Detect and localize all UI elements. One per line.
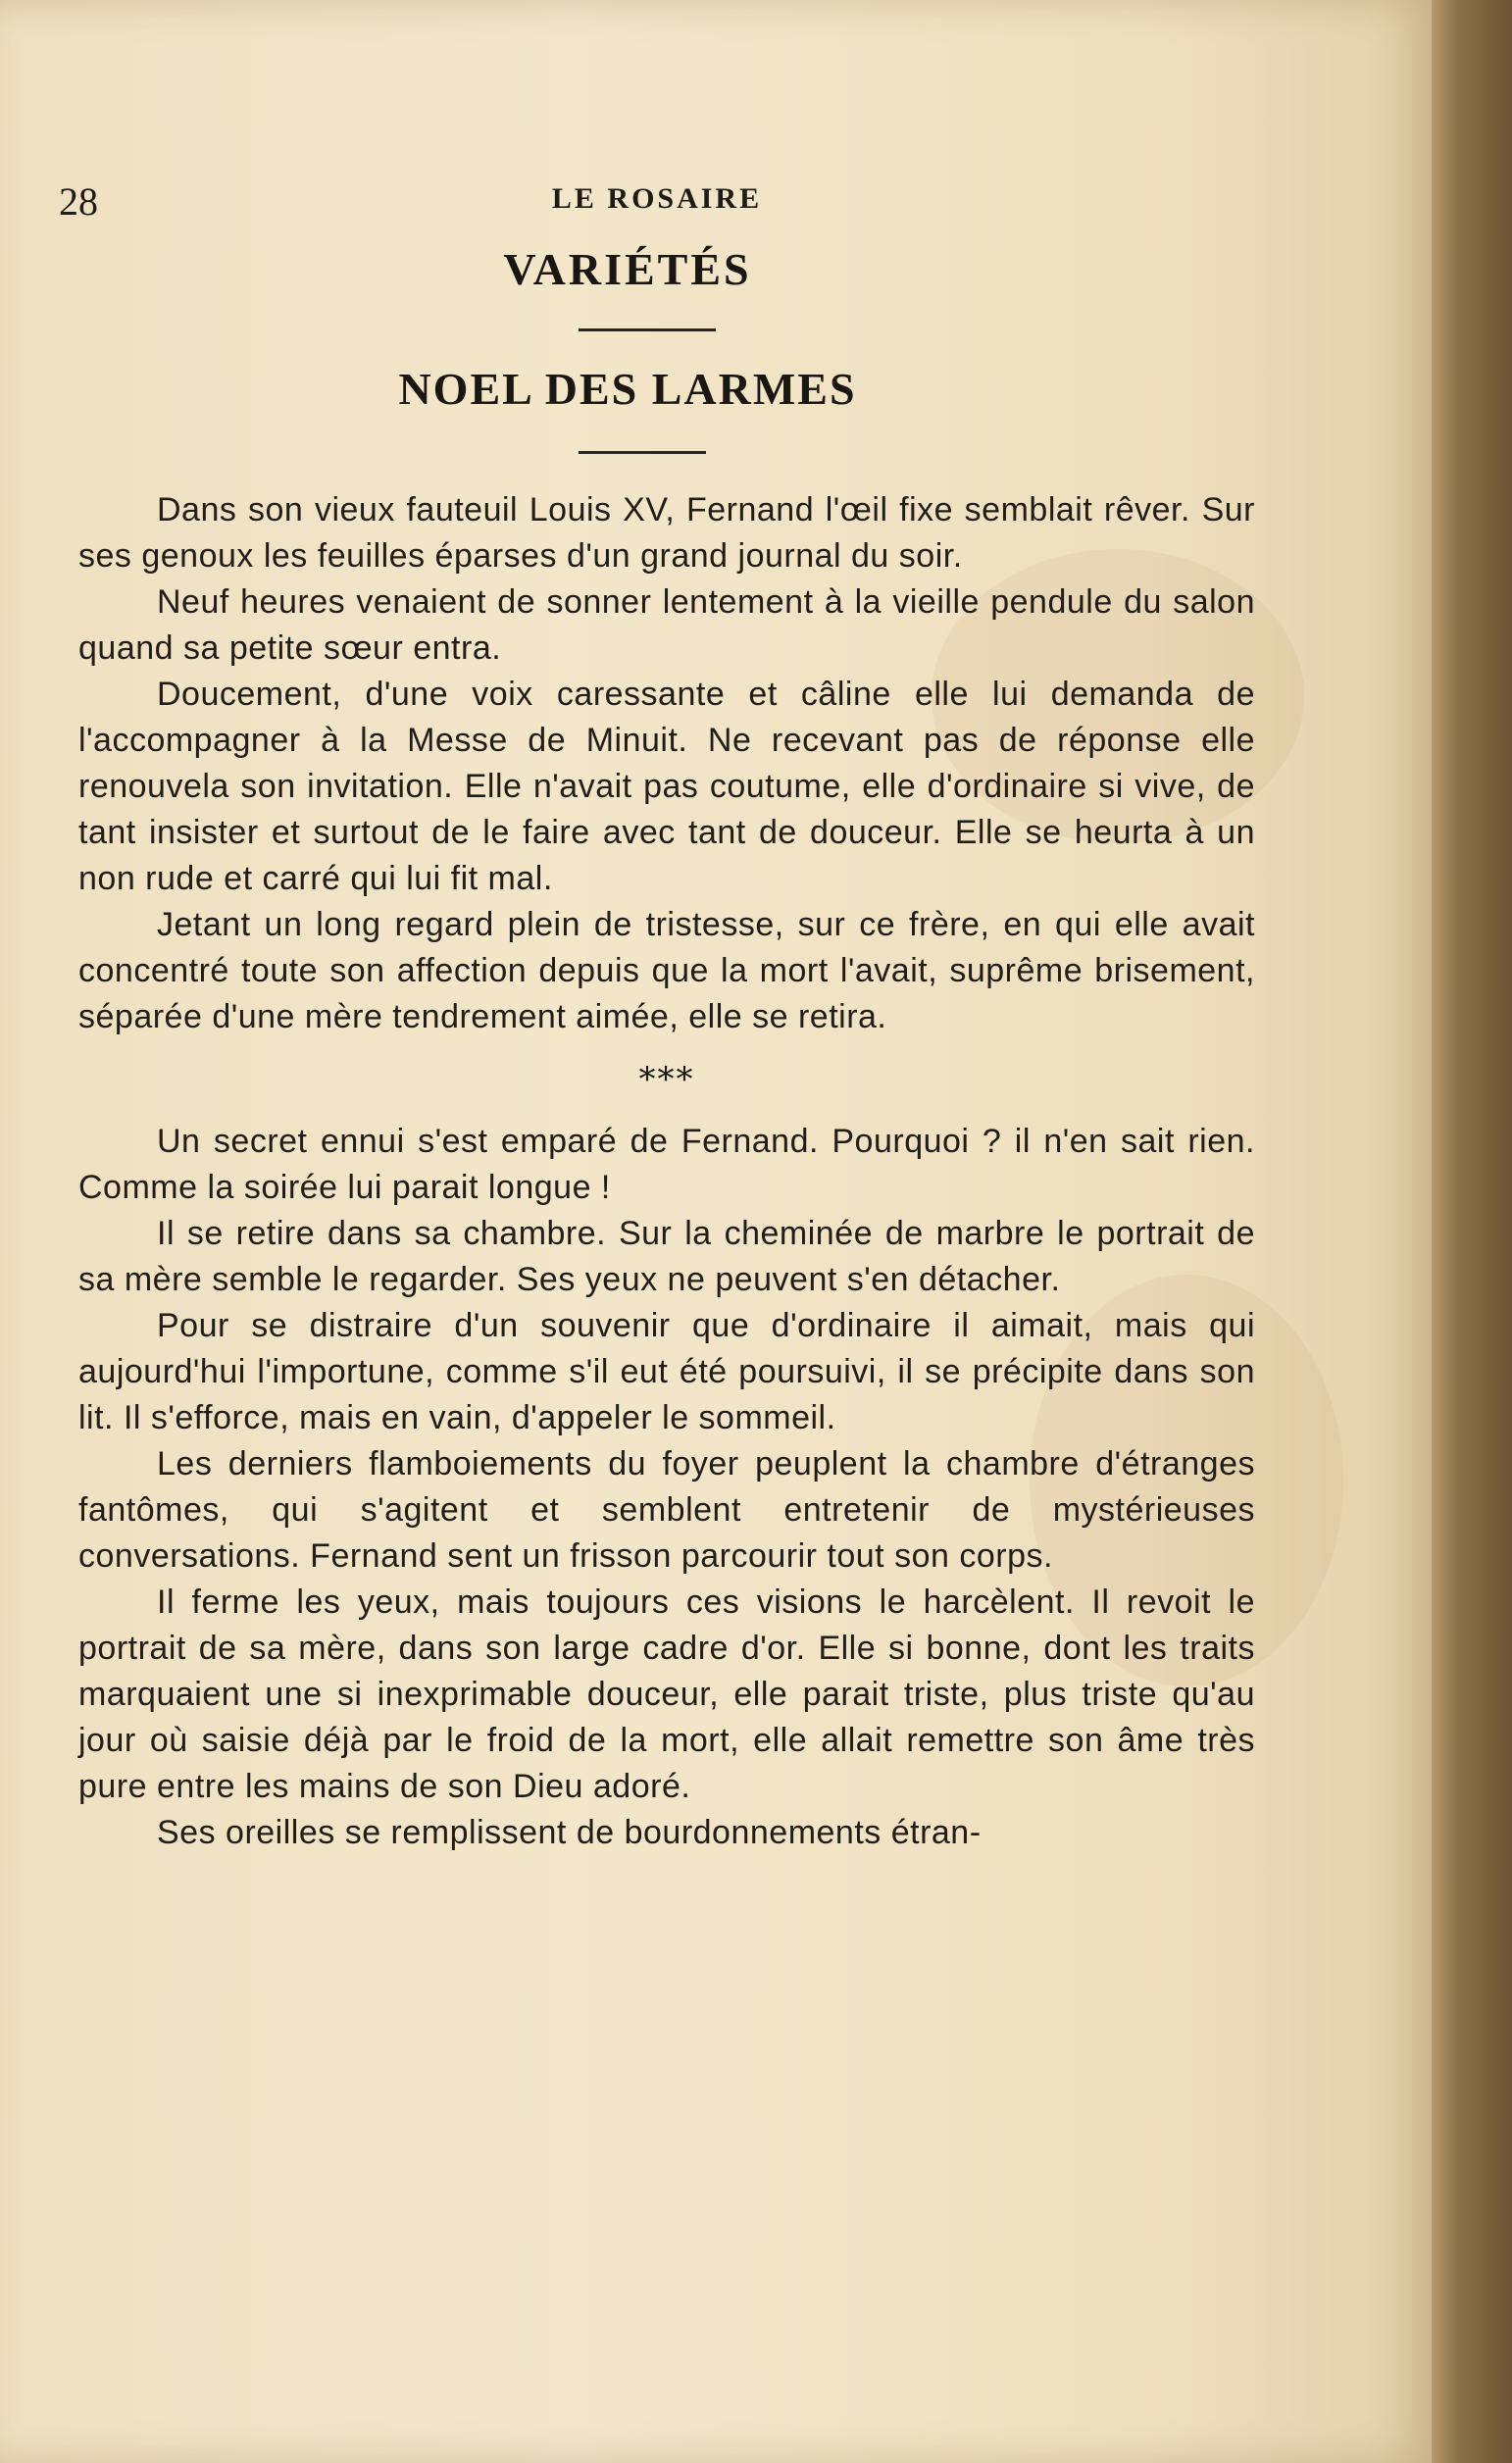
paragraph: Dans son vieux fauteuil Louis XV, Fernand l'œil fixe semblait rêver. Sur ses genoux les feuilles éparses d'un grand journal du soir. bbox=[78, 491, 1255, 575]
paragraph: Pour se distraire d'un souvenir que d'ordinaire il aimait, mais qui aujourd'hui l'importune, comme s'il eut été poursuivi, il se précipite dans son lit. Il s'efforce, mais en vain, d'appeler le sommeil. bbox=[78, 1307, 1255, 1436]
paragraph: Il ferme les yeux, mais toujours ces visions le harcèlent. Il revoit le portrait de sa mère, dans son large cadre d'or. Elle si bonne, dont les traits marquaient une si inexprimable douceur, elle parait triste, plus triste qu'au jour où saisie déjà par le froid de la mort, elle allait remettre son âme très pure entre les mains de son Dieu adoré. bbox=[78, 1583, 1255, 1805]
page-number: 28 bbox=[59, 179, 98, 224]
article-body bbox=[78, 487, 1255, 1856]
paragraph: Il se retire dans sa chambre. Sur la cheminée de marbre le portrait de sa mère semble le regarder. Ses yeux ne peuvent s'en détacher. bbox=[78, 1215, 1255, 1298]
book-spine-edge bbox=[1432, 0, 1512, 2463]
paragraph: Jetant un long regard plein de tristesse, sur ce frère, en qui elle avait concentré toute son affection depuis que la mort l'avait, suprême brisement, séparée d'une mère tendrement aimée, elle se retira. bbox=[78, 906, 1255, 1035]
paragraph: Un secret ennui s'est emparé de Fernand. Pourquoi ? il n'en sait rien. Comme la soirée lui parait longue ! bbox=[78, 1123, 1255, 1206]
section-separator: *** bbox=[638, 1060, 695, 1099]
paragraph: Les derniers flamboiements du foyer peuplent la chambre d'étranges fantômes, qui s'agitent et semblent entretenir de mystérieuses conversations. Fernand sent un frisson parcourir tout son corps. bbox=[78, 1445, 1255, 1575]
paragraph: Neuf heures venaient de sonner lentement à la vieille pendule du salon quand sa petite sœur entra. bbox=[78, 583, 1255, 667]
paragraph: Ses oreilles se remplissent de bourdonnements étran- bbox=[157, 1814, 982, 1851]
page-header bbox=[59, 178, 1255, 227]
title-rule bbox=[579, 328, 716, 331]
running-head: LE ROSAIRE bbox=[551, 182, 763, 215]
section-title: VARIÉTÉS bbox=[503, 244, 752, 294]
title-rule bbox=[579, 451, 706, 454]
paragraph: Doucement, d'une voix caressante et câline elle lui demanda de l'accompagner à la Messe de Minuit. Ne recevant pas de réponse elle renouvela son invitation. Elle n'avait pas coutume, elle d'ordinaire si vive, de tant insister et surtout de le faire avec tant de douceur. Elle se heurta à un non rude et carré qui lui fit mal. bbox=[78, 676, 1255, 897]
article-title: NOEL DES LARMES bbox=[398, 364, 857, 414]
